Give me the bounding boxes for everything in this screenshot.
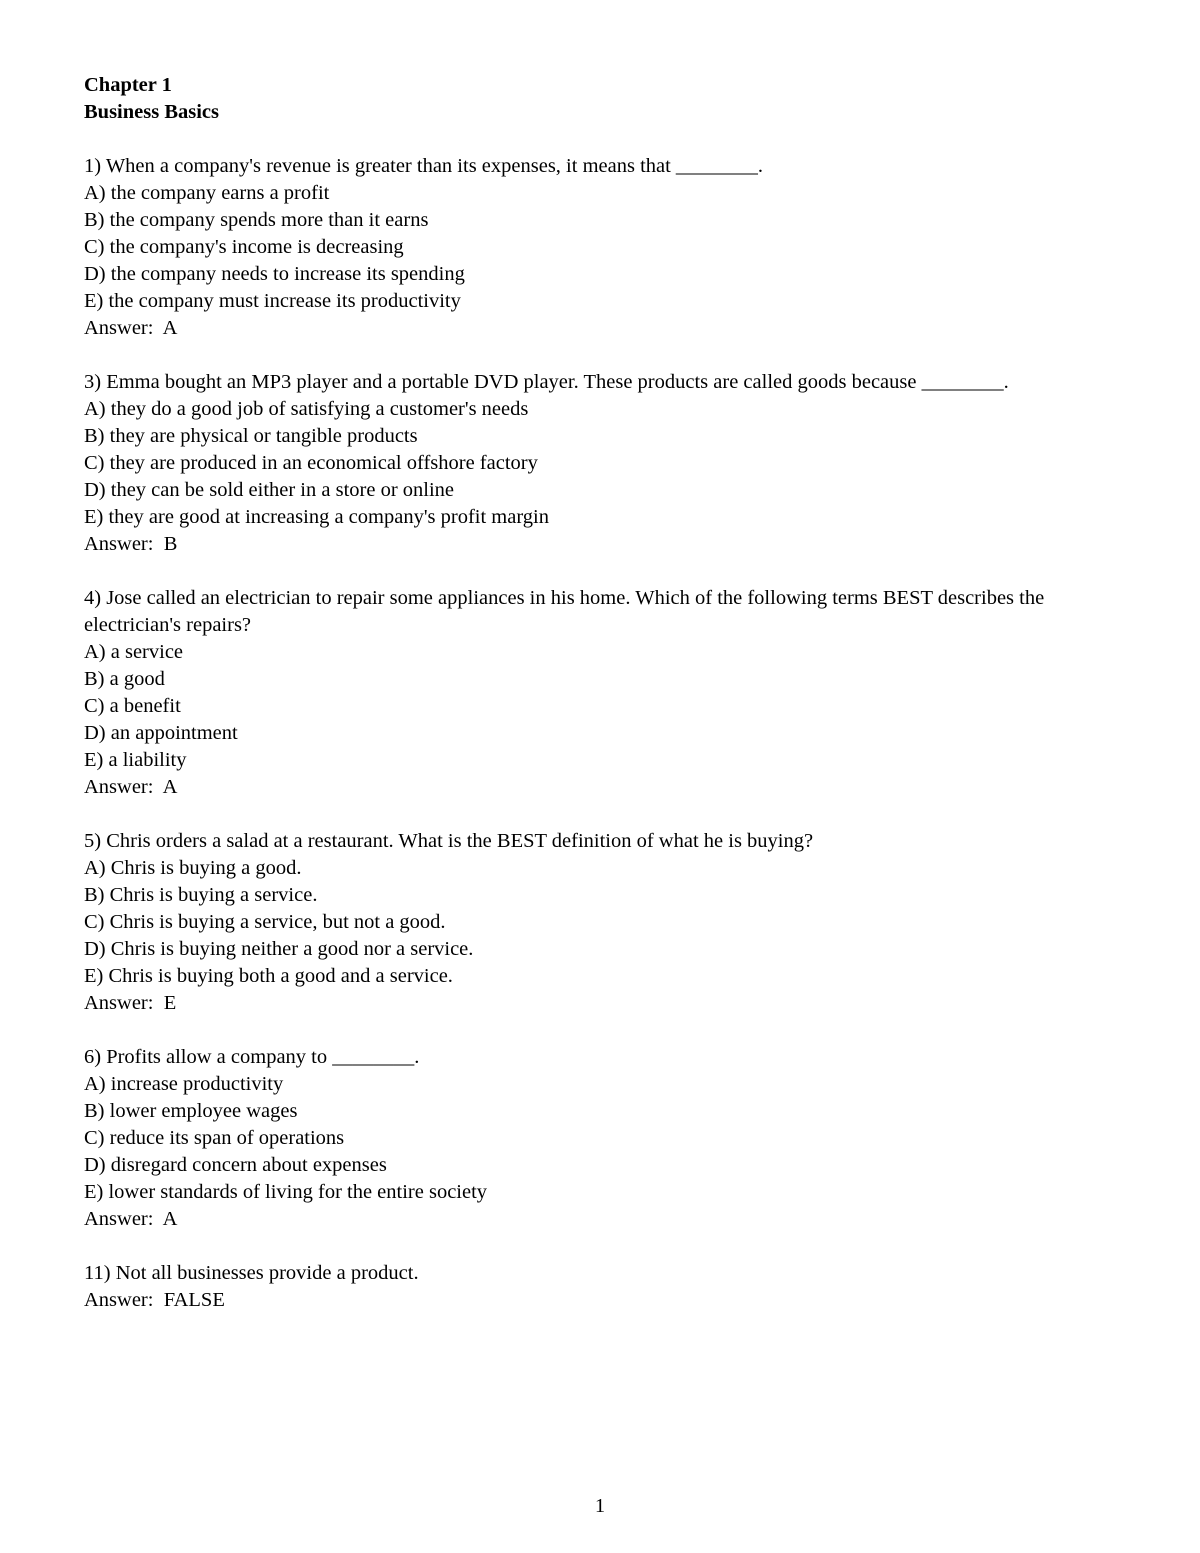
spacer — [84, 801, 1084, 828]
question-item — [84, 153, 1084, 342]
answer-option: D) the company needs to increase its spending — [84, 263, 465, 285]
answer-option: C) they are produced in an economical offshore factory — [84, 452, 538, 474]
answer-option: A) the company earns a profit — [84, 182, 330, 204]
spacer — [84, 1233, 1084, 1260]
answer-option: C) Chris is buying a service, but not a good. — [84, 911, 446, 933]
answer-option: E) lower standards of living for the entire society — [84, 1181, 488, 1203]
answer-option: C) a benefit — [84, 695, 181, 717]
answer-option: B) the company spends more than it earns — [84, 209, 429, 231]
question-item — [84, 585, 1084, 801]
answer-option: E) the company must increase its productivity — [84, 290, 461, 312]
answer-key: Answer: B — [84, 533, 178, 555]
answer-option: A) Chris is buying a good. — [84, 857, 302, 879]
answer-option: B) a good — [84, 668, 165, 690]
spacer — [84, 1017, 1084, 1044]
answer-option: D) Chris is buying neither a good nor a service. — [84, 938, 474, 960]
answer-option: D) disregard concern about expenses — [84, 1154, 387, 1176]
answer-option: C) the company's income is decreasing — [84, 236, 404, 258]
question-stem: 4) Jose called an electrician to repair some appliances in his home. Which of the following terms BEST describes the electrician's repairs? — [84, 587, 1050, 636]
answer-key: Answer: A — [84, 1208, 178, 1230]
question-stem: 11) Not all businesses provide a product. — [84, 1262, 419, 1284]
question-stem: 5) Chris orders a salad at a restaurant. What is the BEST definition of what he is buying? — [84, 830, 814, 852]
answer-option: A) increase productivity — [84, 1073, 284, 1095]
answer-key: Answer: E — [84, 992, 177, 1014]
document-body — [84, 72, 1084, 1314]
answer-option: D) they can be sold either in a store or online — [84, 479, 455, 501]
answer-key: Answer: A — [84, 317, 178, 339]
page-number: 1 — [594, 1495, 606, 1517]
answer-key: Answer: A — [84, 776, 178, 798]
spacer — [84, 126, 1084, 153]
chapter-heading: Chapter 1 — [84, 74, 172, 96]
answer-option: E) Chris is buying both a good and a service. — [84, 965, 453, 987]
answer-option: A) they do a good job of satisfying a customer's needs — [84, 398, 529, 420]
answer-option: E) they are good at increasing a company's profit margin — [84, 506, 549, 528]
question-item — [84, 1044, 1084, 1233]
spacer — [84, 342, 1084, 369]
question-item — [84, 1260, 1084, 1314]
question-stem: 3) Emma bought an MP3 player and a portable DVD player. These products are called goods because ________. — [84, 371, 1009, 393]
spacer — [84, 558, 1084, 585]
answer-option: D) an appointment — [84, 722, 238, 744]
answer-option: C) reduce its span of operations — [84, 1127, 345, 1149]
answer-key: Answer: FALSE — [84, 1289, 225, 1311]
answer-option: B) lower employee wages — [84, 1100, 298, 1122]
chapter-title: Business Basics — [84, 101, 220, 123]
question-stem: 1) When a company's revenue is greater than its expenses, it means that ________. — [84, 155, 764, 177]
question-stem: 6) Profits allow a company to ________. — [84, 1046, 420, 1068]
question-item — [84, 369, 1084, 558]
answer-option: E) a liability — [84, 749, 187, 771]
answer-option: B) they are physical or tangible products — [84, 425, 418, 447]
question-item — [84, 828, 1084, 1017]
answer-option: A) a service — [84, 641, 184, 663]
answer-option: B) Chris is buying a service. — [84, 884, 318, 906]
